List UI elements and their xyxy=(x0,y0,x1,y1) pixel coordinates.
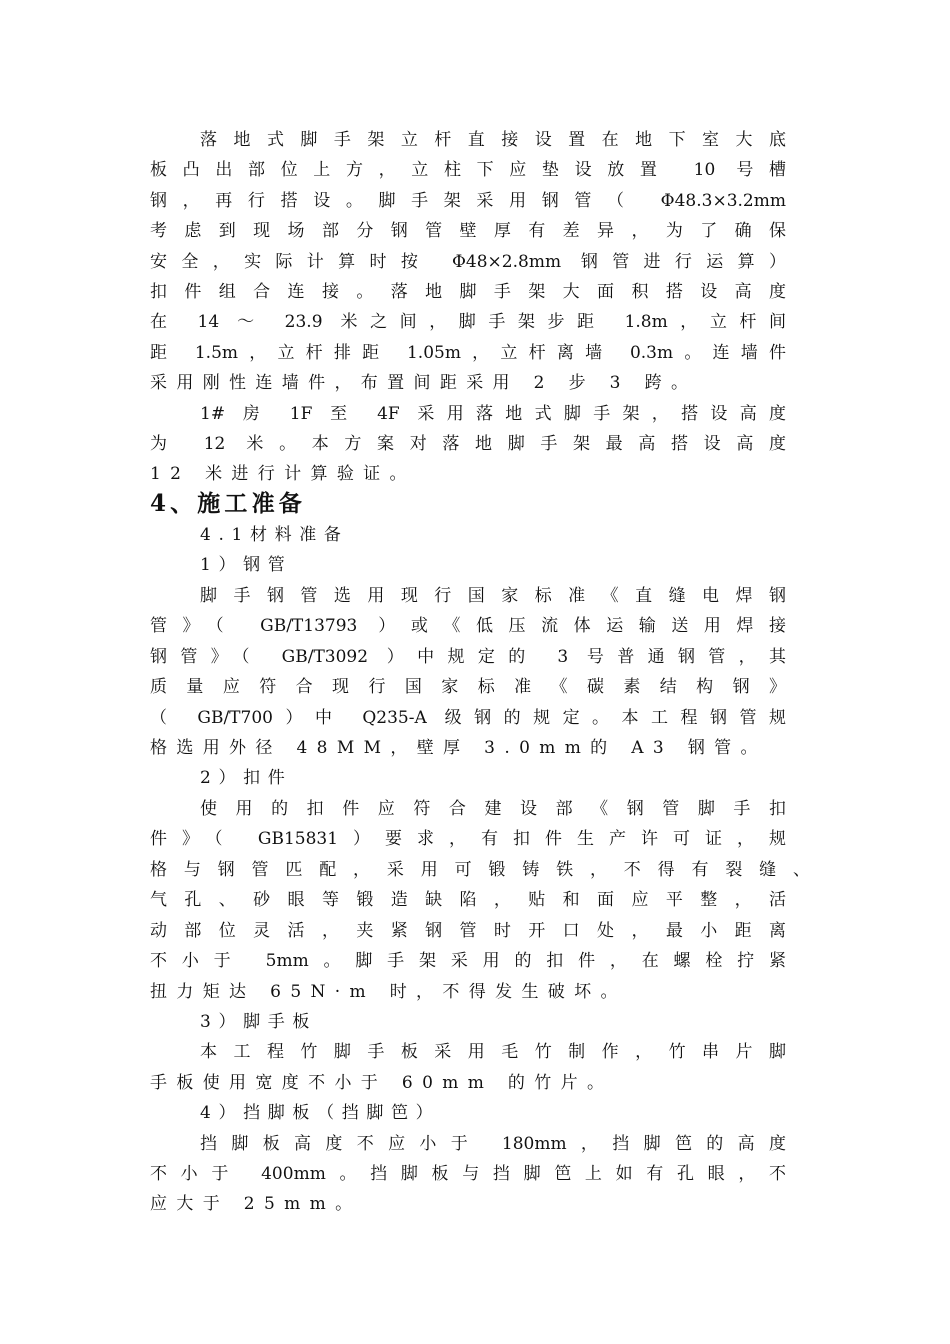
item-3-title: 3）脚手板 xyxy=(200,1012,318,1032)
sub-heading: 4.1材料准备 xyxy=(200,525,349,545)
item-3-line-2: 手板使用宽度不小于 60mm 的竹片。 xyxy=(150,1073,614,1093)
item-1-line-1: 脚手钢管选用现行国家标准《直缝电焊钢 xyxy=(200,586,786,606)
item-1-title: 1）钢管 xyxy=(200,555,293,575)
item-1-line-4: 质量应符合现行国家标准《碳素结构钢》 xyxy=(150,677,786,697)
paragraph-2-line-2: 为 12 米。本方案对落地脚手架最高搭设高度 xyxy=(150,434,786,454)
item-2-line-4: 气孔、砂眼等锻造缺陷，贴和面应平整，活 xyxy=(150,890,786,910)
item-2-line-5: 动部位灵活，夹紧钢管时开口处，最小距离 xyxy=(150,921,786,941)
paragraph-1-line-7: 在 14 ～ 23.9 米之间，脚手架步距 1.8m，立杆间 xyxy=(150,312,786,332)
item-2-line-1: 使用的扣件应符合建设部《钢管脚手扣 xyxy=(200,799,786,819)
paragraph-2-line-1: 1# 房 1F 至 4F 采用落地式脚手架，搭设高度 xyxy=(200,404,786,424)
item-1-line-3: 钢管》（ GB/T3092 ）中规定的 3 号普通钢管，其 xyxy=(150,647,786,667)
item-2-line-6: 不小于 5mm。脚手架采用的扣件，在螺栓拧紧 xyxy=(150,951,786,971)
item-4-line-3: 应大于 25mm。 xyxy=(150,1194,362,1214)
paragraph-1-line-9: 采用刚性连墙件，布置间距采用 2 步 3 跨。 xyxy=(150,373,698,393)
item-1-line-5: （ GB/T700）中 Q235-A 级钢的规定。本工程钢管规 xyxy=(150,708,786,728)
section-heading: 4、施工准备 xyxy=(150,490,306,517)
paragraph-1-line-1: 落地式脚手架立杆直接设置在地下室大底 xyxy=(200,130,786,150)
paragraph-1-line-8: 距 1.5m，立杆排距 1.05m，立杆离墙 0.3m。连墙件 xyxy=(150,343,786,363)
paragraph-1-line-6: 扣件组合连接。落地脚手架大面积搭设高度 xyxy=(150,282,786,302)
item-2-line-3: 格与钢管匹配，采用可锻铸铁，不得有裂缝、 xyxy=(150,860,810,880)
item-2-title: 2）扣件 xyxy=(200,768,293,788)
item-4-line-1: 挡脚板高度不应小于 180mm，挡脚笆的高度 xyxy=(200,1134,786,1154)
item-1-line-6: 格选用外径 48MM，壁厚 3.0mm的 A3 钢管。 xyxy=(150,738,767,758)
item-4-title: 4）挡脚板（挡脚笆） xyxy=(200,1103,441,1123)
item-3-line-1: 本工程竹脚手板采用毛竹制作，竹串片脚 xyxy=(200,1042,786,1062)
item-2-line-2: 件》（ GB15831）要求，有扣件生产许可证，规 xyxy=(150,829,786,849)
item-4-line-2: 不小于 400mm。挡脚板与挡脚笆上如有孔眼，不 xyxy=(150,1164,786,1184)
paragraph-1-line-2: 板凸出部位上方，立柱下应垫设放置 10 号槽 xyxy=(150,160,786,180)
item-2-line-7: 扭力矩达 65N·m 时，不得发生破坏。 xyxy=(150,982,627,1002)
item-1-line-2: 管》（ GB/T13793 ）或《低压流体运输送用焊接 xyxy=(150,616,786,636)
paragraph-2-line-3: 12 米进行计算验证。 xyxy=(150,464,416,484)
paragraph-1-line-4: 考虑到现场部分钢管壁厚有差异，为了确保 xyxy=(150,221,786,241)
paragraph-1-line-5: 安全，实际计算时按 Φ48×2.8mm 钢管进行运算） xyxy=(150,252,786,272)
paragraph-1-line-3: 钢，再行搭设。脚手架采用钢管（ Φ48.3×3.2mm xyxy=(150,191,786,211)
